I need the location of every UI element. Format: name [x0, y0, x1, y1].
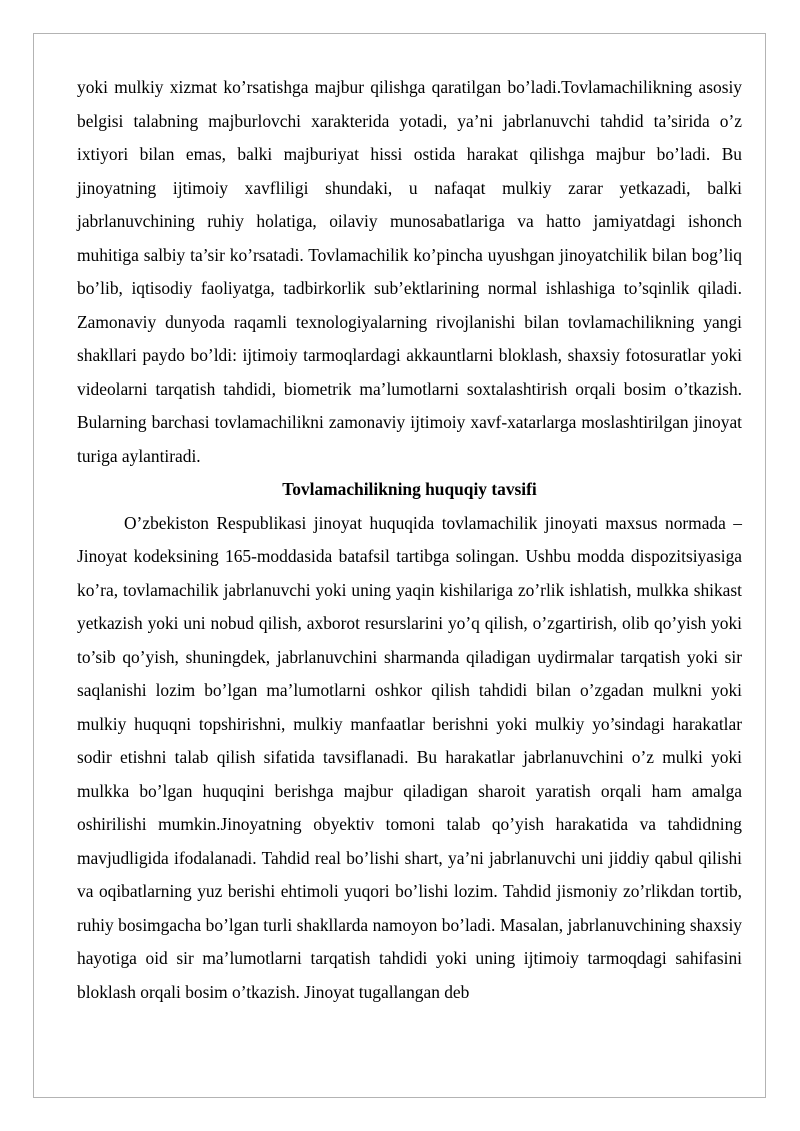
section-heading: Tovlamachilikning huquqiy tavsifi: [282, 479, 537, 499]
body-paragraph-1: yoki mulkiy xizmat ko’rsatishga majbur qilishga qaratilgan bo’ladi.Tovlamachilikning asosiy belgisi talabning majburlovchi xarakterida yotadi, ya’ni jabrlanuvchi tahdid ta’sirida o’z ixtiyori bilan emas, balki majburiyat hissi ostida harakat qilishga majbur bo’ladi. Bu jinoyatning ijtimoiy xavfliligi shundaki, u nafaqat mulkiy zarar yetkazadi, balki jabrlanuvchining ruhiy holatiga, oilaviy munosabatlariga va hatto jamiyatdagi ishonch muhitiga salbiy ta’sir ko’rsatadi. Tovlamachilik ko’pincha uyushgan jinoyatchilik bilan bog’liq bo’lib, iqtisodiy faoliyatga, tadbirkorlik sub’ektlarining normal ishlashiga to’sqinlik qiladi. Zamonaviy dunyoda raqamli texnologiyalarning rivojlanishi bilan tovlamachilikning yangi shakllari paydo bo’ldi: ijtimoiy tarmoqlardagi akkauntlarni bloklash, shaxsiy fotosuratlar yoki videolarni tarqatish tahdidi, biometrik ma’lumotlarni soxtalashtirish orqali bosim o’tkazish. Bularning barchasi tovlamachilikni zamonaviy ijtimoiy xavf-xatarlarga moslashtirilgan jinoyat turiga aylantiradi.: [77, 77, 742, 466]
document-body: [77, 71, 742, 1009]
body-paragraph-2: O’zbekiston Respublikasi jinoyat huquqida tovlamachilik jinoyati maxsus normada – Jinoyat kodeksining 165-moddasida batafsil tartibga solingan. Ushbu modda dispozitsiyasiga ko’ra, tovlamachilik jabrlanuvchi yoki uning yaqin kishilariga zo’rlik ishlatish, mulkka shikast yetkazish yoki uni nobud qilish, axborot resurslarini yo’q qilish, o’zgartirish, olib qo’yish yoki to’sib qo’yish, shuningdek, jabrlanuvchini sharmanda qiladigan uydirmalar tarqatish yoki sir saqlanishi lozim bo’lgan ma’lumotlarni oshkor qilish tahdidi bilan o’zgadan mulkni yoki mulkiy huquqni topshirishni, mulkiy manfaatlar berishni yoki mulkiy yo’sindagi harakatlar sodir etishni talab qilish sifatida tavsiflanadi. Bu harakatlar jabrlanuvchini o’z mulki yoki mulkka bo’lgan huquqini berishga majbur qiladigan sharoit yaratish orqali ham amalga oshirilishi mumkin.Jinoyatning obyektiv tomoni talab qo’yish harakatida va tahdidning mavjudligida ifodalanadi. Tahdid real bo’lishi shart, ya’ni jabrlanuvchi uni jiddiy qabul qilishi va oqibatlarning yuz berishi ehtimoli yuqori bo’lishi lozim. Tahdid jismoniy zo’rlikdan tortib, ruhiy bosimgacha bo’lgan turli shakllarda namoyon bo’ladi. Masalan, jabrlanuvchining shaxsiy hayotiga oid sir ma’lumotlarni tarqatish tahdidi yoki uning ijtimoiy tarmoqdagi sahifasini bloklash orqali bosim o’tkazish. Jinoyat tugallangan deb: [77, 512, 742, 1002]
